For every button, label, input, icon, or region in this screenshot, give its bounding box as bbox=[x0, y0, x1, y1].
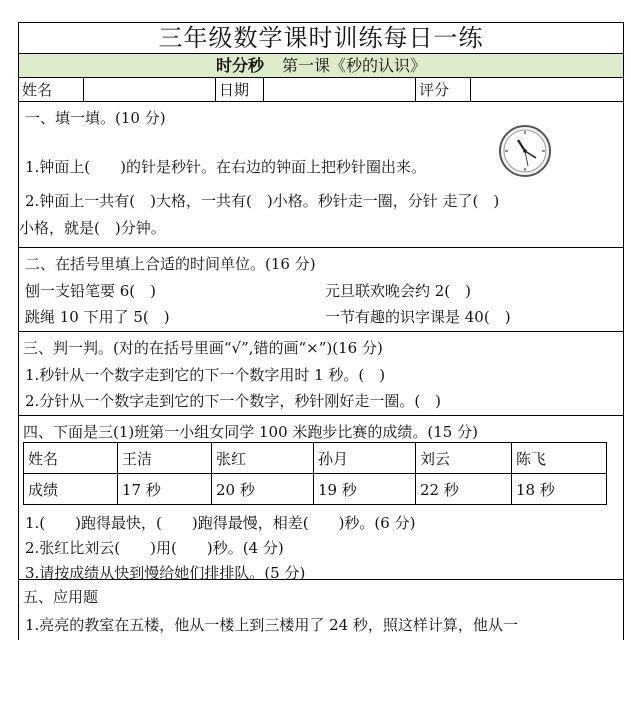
s2-item-d: 一节有趣的识字课是 40( ) bbox=[325, 308, 511, 326]
table-cell: 22 秒 bbox=[416, 474, 512, 505]
score-label: 评分 bbox=[416, 78, 471, 101]
worksheet bbox=[18, 22, 624, 640]
s3-question-2: 2.分针从一个数字走到它的下一个数字，秒针刚好走一圈。( ) bbox=[25, 392, 442, 410]
section-4-heading: 四、下面是三(1)班第一小组女同学 100 米跑步比赛的成绩。(15 分) bbox=[23, 423, 478, 441]
s3-question-1: 1.秒针从一个数字走到它的下一个数字用时 1 秒。( ) bbox=[25, 366, 386, 384]
section-2 bbox=[19, 248, 623, 332]
table-cell: 陈飞 bbox=[512, 443, 607, 474]
table-cell: 18 秒 bbox=[512, 474, 607, 505]
table-cell: 19 秒 bbox=[314, 474, 416, 505]
table-cell: 姓名 bbox=[24, 443, 118, 474]
info-row bbox=[19, 78, 623, 102]
section-5-heading: 五、应用题 bbox=[23, 588, 99, 606]
s4-question-2: 2.张红比刘云( )用( )秒。(4 分) bbox=[25, 539, 284, 557]
s4-question-3: 3.请按成绩从快到慢给她们排排队。(5 分) bbox=[25, 564, 306, 582]
table-cell: 张红 bbox=[212, 443, 314, 474]
table-cell: 17 秒 bbox=[118, 474, 212, 505]
page-title: 三年级数学课时训练每日一练 bbox=[19, 23, 623, 54]
table-cell: 王洁 bbox=[118, 443, 212, 474]
name-label: 姓名 bbox=[19, 78, 84, 101]
score-table bbox=[23, 442, 607, 505]
s4-question-1: 1.( )跑得最快，( )跑得最慢，相差( )秒。(6 分) bbox=[25, 514, 416, 532]
s1-question-2b: 小格，就是( )分钟。 bbox=[19, 219, 166, 237]
s2-item-c: 跳绳 10 下用了 5( ) bbox=[25, 308, 170, 326]
unit-label: 时分秒 bbox=[215, 56, 264, 75]
table-row bbox=[24, 474, 607, 505]
s2-item-a: 刨一支铅笔要 6( ) bbox=[25, 282, 157, 300]
section-4 bbox=[19, 416, 623, 580]
table-cell: 刘云 bbox=[416, 443, 512, 474]
s5-question-1: 1.亮亮的教室在五楼，他从一楼上到三楼用了 24 秒，照这样计算，他从一 bbox=[25, 616, 518, 634]
table-cell: 孙月 bbox=[314, 443, 416, 474]
lesson-subtitle bbox=[19, 54, 623, 78]
clock-icon bbox=[498, 124, 552, 178]
s1-question-1: 1.钟面上( )的针是秒针。在右边的钟面上把秒针圈出来。 bbox=[25, 158, 427, 176]
table-cell: 20 秒 bbox=[212, 474, 314, 505]
table-cell: 成绩 bbox=[24, 474, 118, 505]
date-field[interactable] bbox=[264, 78, 416, 101]
section-2-heading: 二、在括号里填上合适的时间单位。(16 分) bbox=[25, 255, 316, 273]
score-field[interactable] bbox=[471, 78, 621, 101]
name-field[interactable] bbox=[84, 78, 216, 101]
s1-question-2a: 2.钟面上一共有( )大格，一共有( )小格。秒针走一圈，分针 走了( ) bbox=[25, 192, 500, 210]
table-row bbox=[24, 443, 607, 474]
section-3-heading: 三、判一判。(对的在括号里画“√”,错的画“×”)(16 分) bbox=[23, 339, 383, 357]
section-1-heading: 一、填一填。(10 分) bbox=[25, 109, 166, 127]
lesson-label: 第一课《秒的认识》 bbox=[282, 56, 427, 75]
section-5 bbox=[19, 580, 623, 640]
s2-item-b: 元旦联欢晚会约 2( ) bbox=[325, 282, 472, 300]
section-3 bbox=[19, 332, 623, 416]
date-label: 日期 bbox=[216, 78, 264, 101]
